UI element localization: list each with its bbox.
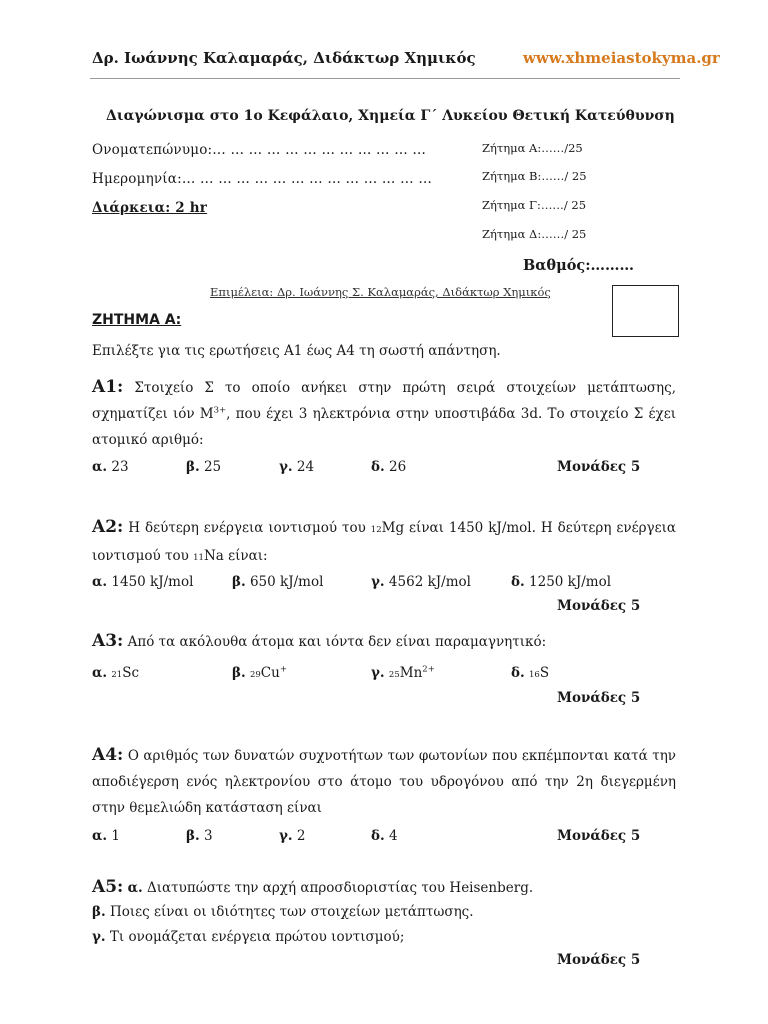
atomic-number: 11 <box>193 553 204 563</box>
marks-a3: Μονάδες 5 <box>557 690 641 706</box>
charge-superscript: 3+ <box>213 405 227 416</box>
header-author: Δρ. Ιωάννης Καλαμαράς, Διδάκτωρ Χημικός <box>92 49 476 67</box>
marks-a1: Μονάδες 5 <box>557 459 641 475</box>
question-text: Στοιχείο Σ το οποίο ανήκει στην πρώτη σειρά στοιχείων μετάπτωσης, σχηματίζει ιόν Μ <box>92 380 676 422</box>
option-a1-delta[interactable]: δ. 26 <box>371 459 407 475</box>
subquestion-text: Διατυπώστε την αρχή απροσδιοριστίας του Heisenberg. <box>146 880 534 896</box>
score-topic-a: Ζήτημα Α:……/25 <box>482 141 583 155</box>
score-topic-b: Ζήτημα Β:……/ 25 <box>482 169 587 183</box>
marks-a2: Μονάδες 5 <box>557 598 641 614</box>
question-text: Ο αριθμός των δυνατών συχνοτήτων των φωτονίων που εκπέμπονται κατά την αποδιέγερση ενός ηλεκτρονίου στο άτομο του υδρογόνου από την 2η διεγερμένη στην θεμελιώδη κατάσταση είναι <box>92 748 676 816</box>
marks-a4: Μονάδες 5 <box>557 828 641 844</box>
option-a3-alpha[interactable]: α. 21Sc <box>92 665 140 681</box>
option-a1-beta[interactable]: β. 25 <box>186 459 222 475</box>
grade-box[interactable] <box>612 285 679 337</box>
question-text: , που έχει 3 ηλεκτρόνια στην υποστιβάδα 3d. Το στοιχείο Σ έχει ατομικό αριθμό: <box>92 406 676 448</box>
option-a4-delta[interactable]: δ. 4 <box>371 828 398 844</box>
header-divider <box>90 78 680 79</box>
option-a3-beta[interactable]: β. 29Cu+ <box>232 664 287 681</box>
exam-title: Διαγώνισμα στο 1ο Κεφάλαιο, Χημεία Γ΄ Λυκείου Θετική Κατεύθυνση <box>106 108 675 124</box>
option-a2-beta[interactable]: β. 650 kJ/mol <box>232 574 324 590</box>
option-a2-gamma[interactable]: γ. 4562 kJ/mol <box>371 574 471 590</box>
instruction-text: Επιλέξτε για τις ερωτήσεις Α1 έως Α4 τη σωστή απάντηση. <box>92 343 501 359</box>
question-a4 <box>92 742 676 821</box>
question-a2 <box>92 514 676 571</box>
duration-label: Διάρκεια: 2 hr <box>92 200 208 216</box>
question-a5 <box>92 874 676 901</box>
question-number: Α5: <box>92 877 124 897</box>
atomic-number: 12 <box>370 525 382 535</box>
question-number: Α2: <box>92 517 124 537</box>
option-a1-alpha[interactable]: α. 23 <box>92 459 129 475</box>
option-a4-beta[interactable]: β. 3 <box>186 828 213 844</box>
date-field[interactable]: Ημερομηνία:… … … … … … … … … … … … … … <box>92 171 433 187</box>
option-a3-gamma[interactable]: γ. $25Mn^{2+}$ <box>371 664 435 681</box>
section-heading: ΖΗΤΗΜΑ Α: <box>92 312 182 328</box>
score-topic-c: Ζήτημα Γ:……/ 25 <box>482 198 587 212</box>
option-a3-delta[interactable]: δ. 16S <box>511 665 550 681</box>
subquestion-gamma: γ. Τι ονομάζεται ενέργεια πρώτου ιοντισμού; <box>92 929 405 945</box>
question-text: Από τα ακόλουθα άτομα και ιόντα δεν είναι παραμαγνητικό: <box>127 634 547 650</box>
option-a1-gamma[interactable]: γ. 24 <box>279 459 315 475</box>
question-number: Α3: <box>92 631 124 651</box>
option-a2-alpha[interactable]: α. 1450 kJ/mol <box>92 574 194 590</box>
subquestion-beta: β. Ποιες είναι οι ιδιότητες των στοιχείων μετάπτωσης. <box>92 904 474 920</box>
question-text: Mg είναι 1450 kJ/mol. Η δεύτερη ενέργεια ιοντισμού του <box>92 520 676 564</box>
question-number: Α1: <box>92 377 124 397</box>
subquestion-letter: α. <box>127 880 143 896</box>
option-a4-gamma[interactable]: γ. 2 <box>279 828 306 844</box>
marks-a5: Μονάδες 5 <box>557 952 641 968</box>
question-number: Α4: <box>92 745 124 765</box>
question-a1 <box>92 374 676 453</box>
grade-label: Βαθμός:……… <box>523 257 635 274</box>
credits-line: Επιμέλεια: Δρ. Ιωάννης Σ. Καλαμαράς, Διδάκτωρ Χημικός <box>210 285 551 299</box>
score-topic-d: Ζήτημα Δ:……/ 25 <box>482 227 587 241</box>
name-field[interactable]: Ονοματεπώνυμο:… … … … … … … … … … … … <box>92 142 427 158</box>
question-text: Na είναι: <box>203 548 268 564</box>
option-a2-delta[interactable]: δ. 1250 kJ/mol <box>511 574 612 590</box>
question-a3 <box>92 628 676 655</box>
option-a4-alpha[interactable]: α. 1 <box>92 828 120 844</box>
question-text: Η δεύτερη ενέργεια ιοντισμού του <box>128 520 371 536</box>
header-website-link[interactable]: www.xhmeiastokyma.gr <box>523 49 720 67</box>
